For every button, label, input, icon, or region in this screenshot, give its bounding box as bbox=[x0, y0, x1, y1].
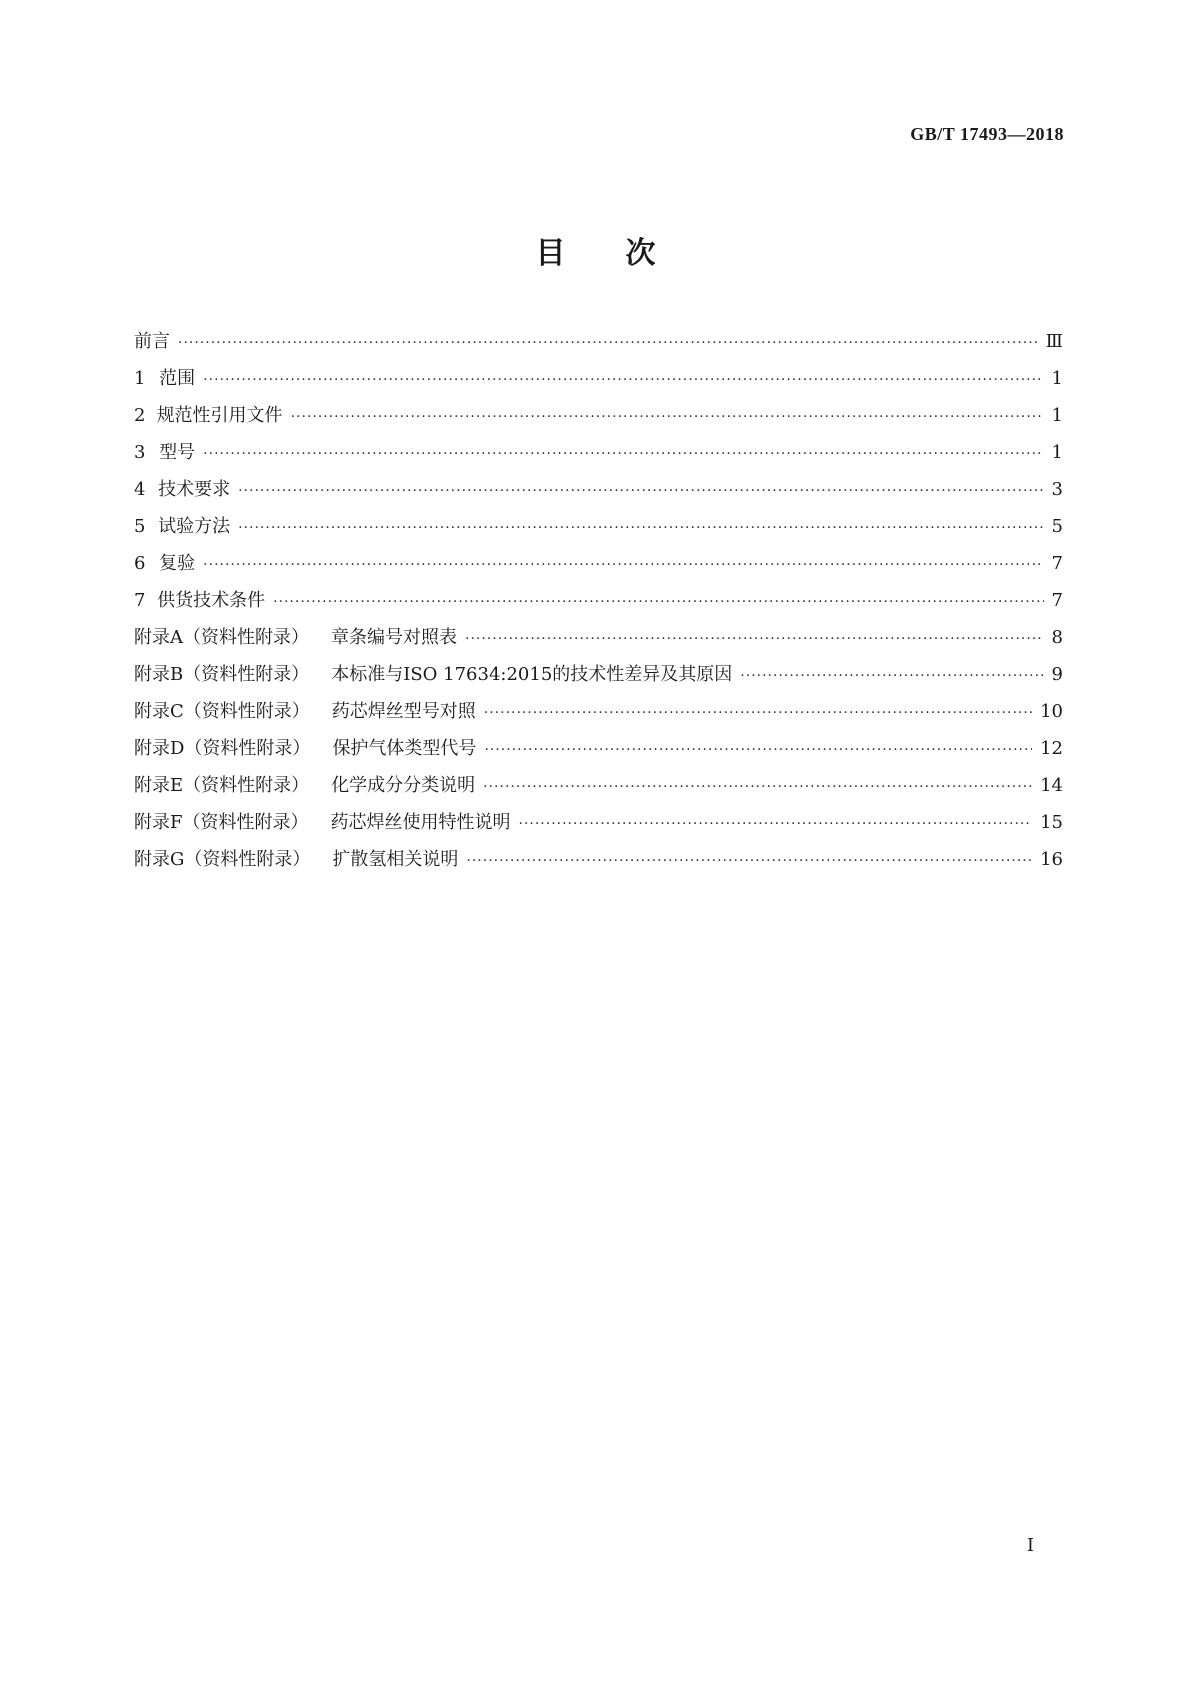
toc-leader-dots bbox=[291, 409, 1044, 425]
toc-annex-g[interactable] bbox=[134, 845, 1063, 882]
toc-annex-title: 本标准与ISO 17634:2015的技术性差异及其原因 bbox=[331, 664, 733, 685]
toc-entry-label: 前言 bbox=[134, 331, 170, 352]
toc-entry-label: 技术要求 bbox=[158, 479, 231, 500]
toc-entry-number: 4 bbox=[134, 479, 146, 500]
toc-annex-title: 化学成分分类说明 bbox=[331, 775, 476, 796]
toc-entry-label: 复验 bbox=[159, 553, 196, 574]
toc-entry-delivery-conditions[interactable] bbox=[134, 586, 1063, 623]
toc-entry-retest[interactable] bbox=[134, 549, 1063, 586]
toc-entry-page: 1 bbox=[1051, 442, 1063, 463]
page-title: 目次 bbox=[535, 236, 716, 271]
toc-entry-page: 8 bbox=[1051, 627, 1063, 648]
toc-entry-page: 7 bbox=[1051, 590, 1063, 611]
standard-code: GB/T 17493—2018 bbox=[910, 124, 1064, 144]
toc-annex-designation: 附录D（资料性附录） bbox=[134, 738, 311, 759]
toc-entry-page: 12 bbox=[1040, 738, 1063, 759]
toc-leader-dots bbox=[203, 557, 1043, 573]
toc-entry-number: 3 bbox=[134, 442, 146, 463]
toc-entry-number: 5 bbox=[134, 516, 146, 537]
toc-leader-dots bbox=[465, 631, 1044, 647]
toc-entry-page: 1 bbox=[1051, 405, 1063, 426]
toc-entry-page: 1 bbox=[1051, 368, 1063, 389]
toc-entry-number: 6 bbox=[134, 553, 146, 574]
toc-leader-dots bbox=[238, 483, 1043, 499]
toc-entry-model[interactable] bbox=[134, 438, 1063, 475]
toc-entry-number: 1 bbox=[134, 368, 146, 389]
toc-entry-page: Ⅲ bbox=[1045, 331, 1063, 352]
toc-annex-designation: 附录F（资料性附录） bbox=[134, 812, 309, 833]
toc-entry-number: 7 bbox=[134, 590, 146, 611]
toc-leader-dots bbox=[238, 520, 1043, 536]
toc-entry-page: 3 bbox=[1051, 479, 1063, 500]
toc-entry-page: 15 bbox=[1040, 812, 1063, 833]
toc-leader-dots bbox=[466, 853, 1032, 869]
toc-entry-label: 试验方法 bbox=[158, 516, 231, 537]
toc-entry-number: 2 bbox=[134, 405, 146, 426]
toc-entry-label: 供货技术条件 bbox=[157, 590, 266, 611]
toc-leader-dots bbox=[519, 816, 1033, 832]
toc-leader-dots bbox=[740, 668, 1043, 684]
toc-entry-technical-requirements[interactable] bbox=[134, 475, 1063, 512]
toc-annex-designation: 附录B（资料性附录） bbox=[134, 664, 310, 685]
toc-leader-dots bbox=[483, 779, 1032, 795]
toc-annex-designation: 附录E（资料性附录） bbox=[134, 775, 310, 796]
toc-leader-dots bbox=[203, 372, 1043, 388]
toc-annex-e[interactable] bbox=[134, 771, 1063, 808]
toc-annex-title: 药芯焊丝使用特性说明 bbox=[330, 812, 511, 833]
toc-leader-dots bbox=[178, 335, 1038, 351]
toc-entry-label: 规范性引用文件 bbox=[156, 405, 283, 426]
toc-entry-scope[interactable] bbox=[134, 364, 1063, 401]
toc-entry-test-methods[interactable] bbox=[134, 512, 1063, 549]
toc-annex-title: 保护气体类型代号 bbox=[332, 738, 477, 759]
toc-annex-designation: 附录A（资料性附录） bbox=[134, 627, 309, 648]
toc-entry-page: 14 bbox=[1040, 775, 1063, 796]
toc-annex-a[interactable] bbox=[134, 623, 1063, 660]
toc-leader-dots bbox=[203, 446, 1043, 462]
toc-entry-label: 范围 bbox=[159, 368, 196, 389]
toc-entry-page: 10 bbox=[1040, 701, 1063, 722]
toc-leader-dots bbox=[484, 705, 1032, 721]
toc-leader-dots bbox=[484, 742, 1032, 758]
toc-annex-designation: 附录C（资料性附录） bbox=[134, 701, 310, 722]
toc-annex-title: 章条编号对照表 bbox=[331, 627, 457, 648]
toc-annex-designation: 附录G（资料性附录） bbox=[134, 849, 311, 870]
toc-entry-page: 7 bbox=[1051, 553, 1063, 574]
toc-leader-dots bbox=[273, 594, 1043, 610]
table-of-contents bbox=[134, 327, 1063, 882]
toc-entry-foreword[interactable] bbox=[134, 327, 1063, 364]
toc-annex-d[interactable] bbox=[134, 734, 1063, 771]
toc-entry-normative-references[interactable] bbox=[134, 401, 1063, 438]
toc-entry-page: 5 bbox=[1051, 516, 1063, 537]
toc-entry-label: 型号 bbox=[159, 442, 196, 463]
toc-annex-b[interactable] bbox=[134, 660, 1063, 697]
toc-entry-page: 9 bbox=[1051, 664, 1063, 685]
toc-entry-page: 16 bbox=[1040, 849, 1063, 870]
toc-annex-title: 药芯焊丝型号对照 bbox=[331, 701, 476, 722]
toc-annex-f[interactable] bbox=[134, 808, 1063, 845]
page-number: I bbox=[1026, 1535, 1034, 1556]
toc-annex-title: 扩散氢相关说明 bbox=[332, 849, 459, 870]
toc-annex-c[interactable] bbox=[134, 697, 1063, 734]
